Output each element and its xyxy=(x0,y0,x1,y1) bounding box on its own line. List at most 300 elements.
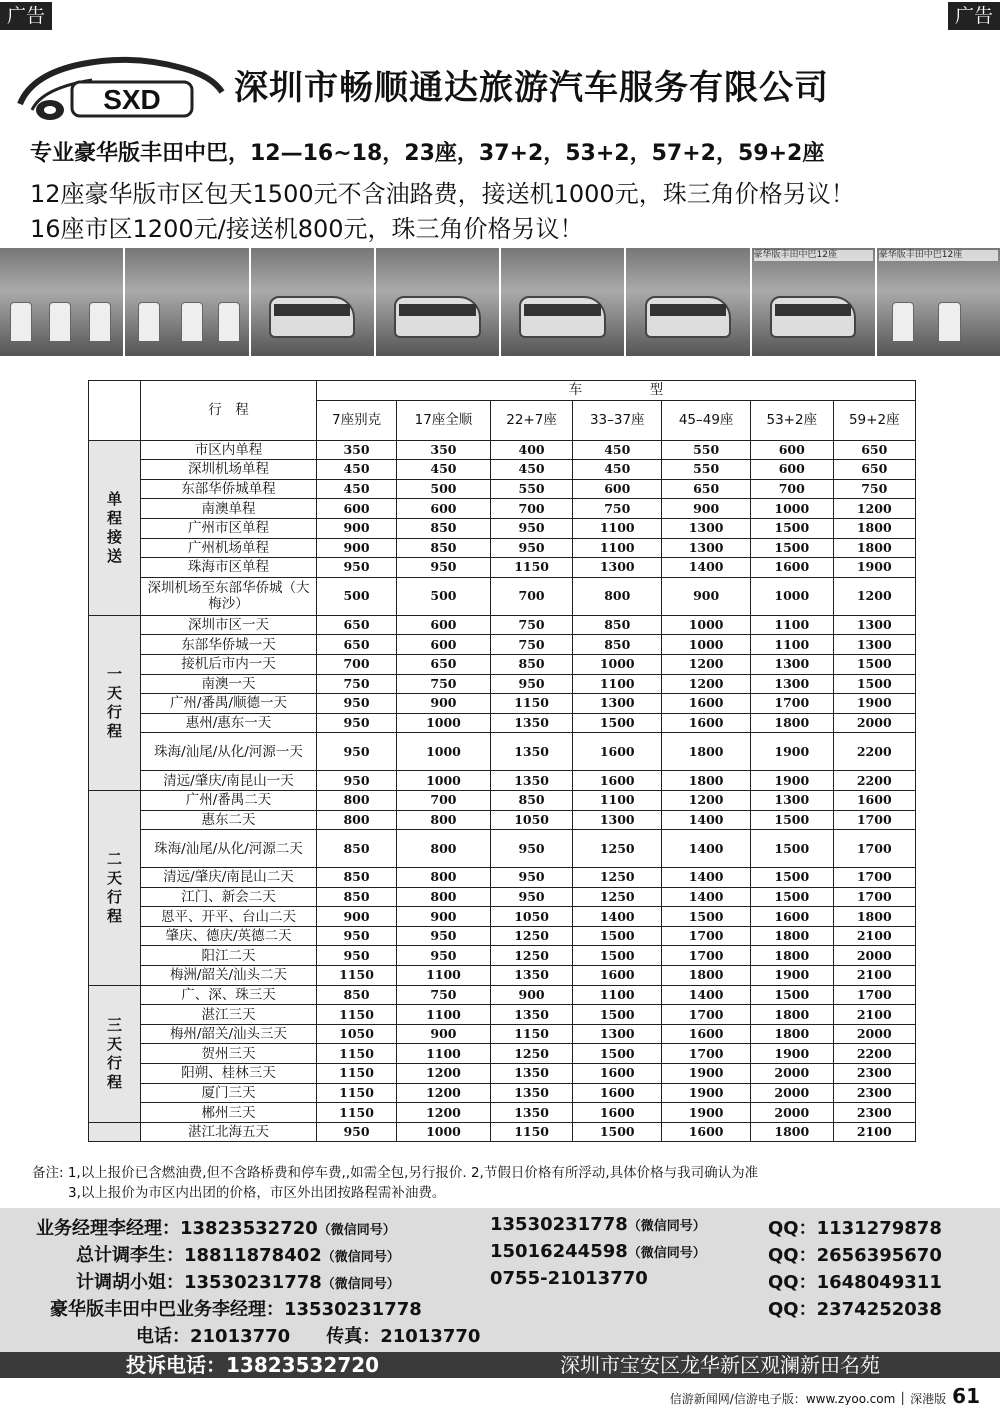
photo-interior xyxy=(0,248,123,356)
price-cell: 1150 xyxy=(317,966,397,986)
contact-panel xyxy=(0,1208,1000,1352)
price-cell: 950 xyxy=(490,830,572,868)
contact-qq: QQ：2374252038 xyxy=(768,1299,942,1320)
intro-fleet: 专业豪华版丰田中巴，12—16~18，23座，37+2，53+2，57+2，59+2座 xyxy=(30,141,825,166)
complaint-bar xyxy=(0,1352,1000,1378)
price-cell: 850 xyxy=(573,635,662,655)
route-name: 广州/番禺/顺德一天 xyxy=(141,694,317,714)
price-cell: 2300 xyxy=(833,1103,915,1123)
price-cell: 1300 xyxy=(751,790,833,810)
price-row xyxy=(89,1064,916,1084)
price-cell: 1500 xyxy=(751,538,833,558)
price-cell: 900 xyxy=(317,538,397,558)
route-name: 南澳单程 xyxy=(141,499,317,519)
price-row xyxy=(89,907,916,927)
price-cell: 700 xyxy=(490,499,572,519)
price-cell: 1500 xyxy=(751,810,833,830)
price-cell: 1800 xyxy=(662,771,751,791)
price-cell: 1150 xyxy=(317,1103,397,1123)
price-cell: 1400 xyxy=(662,887,751,907)
price-cell: 850 xyxy=(317,887,397,907)
price-cell: 600 xyxy=(317,499,397,519)
price-cell: 2100 xyxy=(833,1005,915,1025)
price-cell: 900 xyxy=(317,907,397,927)
photo-interior xyxy=(125,248,248,356)
price-cell: 450 xyxy=(397,460,491,480)
price-cell: 1500 xyxy=(662,907,751,927)
route-name: 珠海市区单程 xyxy=(141,558,317,578)
price-cell: 1900 xyxy=(662,1083,751,1103)
price-cell: 950 xyxy=(490,674,572,694)
price-cell: 950 xyxy=(397,926,491,946)
price-row xyxy=(89,635,916,655)
price-cell: 1700 xyxy=(662,946,751,966)
price-cell: 1800 xyxy=(833,538,915,558)
price-row xyxy=(89,1005,916,1025)
price-row xyxy=(89,1044,916,1064)
price-row xyxy=(89,887,916,907)
route-name: 惠东二天 xyxy=(141,810,317,830)
price-cell: 400 xyxy=(490,440,572,460)
photo-strip xyxy=(0,248,1000,358)
category-label: 一天行程 xyxy=(89,615,141,790)
price-cell: 1600 xyxy=(662,1024,751,1044)
price-cell: 750 xyxy=(397,674,491,694)
route-name: 梅州/韶关/汕头三天 xyxy=(141,1024,317,1044)
price-row xyxy=(89,868,916,888)
price-cell: 800 xyxy=(573,577,662,615)
route-name: 广州市区单程 xyxy=(141,518,317,538)
route-name: 厦门三天 xyxy=(141,1083,317,1103)
price-cell: 1300 xyxy=(833,635,915,655)
price-cell: 1400 xyxy=(662,830,751,868)
contact-dispatcher: 总计调李生：18811878402（微信同号） xyxy=(76,1245,400,1266)
price-cell: 2000 xyxy=(751,1064,833,1084)
price-cell: 1100 xyxy=(751,615,833,635)
price-cell: 750 xyxy=(397,985,491,1005)
intro-12-seat-price: 12座豪华版市区包天1500元不含油路费，接送机1000元，珠三角价格另议！ xyxy=(30,180,855,208)
price-row xyxy=(89,1083,916,1103)
price-cell: 1700 xyxy=(833,868,915,888)
price-cell: 1000 xyxy=(662,615,751,635)
vehicle-column-header: 33–37座 xyxy=(573,400,662,440)
price-cell: 1800 xyxy=(833,518,915,538)
price-cell: 1000 xyxy=(751,577,833,615)
price-cell: 1900 xyxy=(751,1044,833,1064)
price-cell: 1250 xyxy=(490,1044,572,1064)
price-row xyxy=(89,694,916,714)
price-cell: 950 xyxy=(397,558,491,578)
price-cell: 1000 xyxy=(397,713,491,733)
price-cell: 1700 xyxy=(751,694,833,714)
price-row xyxy=(89,615,916,635)
price-cell: 800 xyxy=(317,810,397,830)
price-cell: 1600 xyxy=(751,907,833,927)
price-cell: 950 xyxy=(317,694,397,714)
note-line: 备注: 1,以上报价已含燃油费,但不含路桥费和停车费,,如需全包,另行报价. 2,节假日价格有所浮动,具体价格与我司确认为准 xyxy=(32,1165,759,1181)
contact-manager-alt: 13530231778（微信同号） xyxy=(490,1214,706,1235)
price-cell: 800 xyxy=(397,887,491,907)
price-cell: 650 xyxy=(397,654,491,674)
route-name: 郴州三天 xyxy=(141,1103,317,1123)
price-cell: 950 xyxy=(317,926,397,946)
price-cell: 1600 xyxy=(751,558,833,578)
route-name: 广、深、珠三天 xyxy=(141,985,317,1005)
page-footer xyxy=(670,1384,980,1405)
price-cell: 850 xyxy=(573,615,662,635)
price-cell: 2000 xyxy=(751,1083,833,1103)
price-cell: 1500 xyxy=(573,1005,662,1025)
vehicle-column-header: 17座全顺 xyxy=(397,400,491,440)
contact-qq: QQ：1648049311 xyxy=(768,1272,942,1293)
price-cell: 850 xyxy=(397,538,491,558)
price-cell: 1500 xyxy=(573,946,662,966)
price-cell: 350 xyxy=(317,440,397,460)
price-cell: 900 xyxy=(397,1024,491,1044)
price-cell: 1300 xyxy=(662,518,751,538)
contact-manager: 业务经理李经理：13823532720（微信同号） xyxy=(36,1218,396,1239)
price-cell: 1100 xyxy=(397,966,491,986)
price-cell: 1350 xyxy=(490,713,572,733)
price-cell: 1250 xyxy=(490,926,572,946)
price-cell: 1400 xyxy=(662,868,751,888)
price-cell: 1200 xyxy=(833,577,915,615)
price-cell: 650 xyxy=(317,615,397,635)
price-cell: 800 xyxy=(397,868,491,888)
price-cell: 1400 xyxy=(662,810,751,830)
price-cell: 1800 xyxy=(662,733,751,771)
price-cell: 1100 xyxy=(573,790,662,810)
price-table xyxy=(88,380,916,1142)
contact-coordinator: 计调胡小姐：13530231778（微信同号） xyxy=(76,1272,400,1293)
price-cell: 650 xyxy=(833,460,915,480)
price-cell: 2100 xyxy=(833,926,915,946)
contact-toyota-manager: 豪华版丰田中巴业务李经理：13530231778 xyxy=(50,1299,422,1320)
price-cell: 1150 xyxy=(490,1122,572,1142)
price-cell: 1800 xyxy=(751,713,833,733)
price-cell: 1600 xyxy=(573,966,662,986)
price-cell: 1500 xyxy=(751,985,833,1005)
price-cell: 1250 xyxy=(573,868,662,888)
price-cell: 1350 xyxy=(490,771,572,791)
price-cell: 600 xyxy=(573,479,662,499)
price-cell: 1800 xyxy=(751,946,833,966)
price-row xyxy=(89,538,916,558)
photo-bus xyxy=(501,248,624,356)
route-header: 行 程 xyxy=(141,381,317,441)
price-cell: 850 xyxy=(490,790,572,810)
price-cell: 1100 xyxy=(397,1044,491,1064)
price-cell: 1000 xyxy=(662,635,751,655)
price-cell: 1500 xyxy=(573,1122,662,1142)
price-cell: 900 xyxy=(397,694,491,714)
price-cell: 500 xyxy=(317,577,397,615)
price-cell: 1000 xyxy=(573,654,662,674)
price-cell: 550 xyxy=(662,460,751,480)
photo-caption: 豪华版丰田中巴12座 xyxy=(879,250,998,261)
price-cell: 1800 xyxy=(751,926,833,946)
price-cell: 1300 xyxy=(573,1024,662,1044)
category-label: 单程接送 xyxy=(89,440,141,615)
price-cell: 1900 xyxy=(833,694,915,714)
price-cell: 850 xyxy=(317,830,397,868)
vehicle-column-header: 59+2座 xyxy=(833,400,915,440)
price-cell: 850 xyxy=(397,518,491,538)
route-name: 南澳一天 xyxy=(141,674,317,694)
price-cell: 2100 xyxy=(833,1122,915,1142)
price-cell: 700 xyxy=(490,577,572,615)
price-cell: 450 xyxy=(573,460,662,480)
vehicle-type-header: 车 型 xyxy=(317,381,916,401)
price-row xyxy=(89,926,916,946)
price-cell: 750 xyxy=(490,615,572,635)
contact-qq: QQ：2656395670 xyxy=(768,1245,942,1266)
price-cell: 1300 xyxy=(573,694,662,714)
price-cell: 2000 xyxy=(751,1103,833,1123)
price-cell: 550 xyxy=(662,440,751,460)
price-cell: 1500 xyxy=(751,887,833,907)
route-name: 阳江二天 xyxy=(141,946,317,966)
price-cell: 900 xyxy=(662,577,751,615)
category-label xyxy=(89,1122,141,1142)
price-cell: 1100 xyxy=(397,1005,491,1025)
price-cell: 1800 xyxy=(751,1005,833,1025)
route-name: 深圳市区一天 xyxy=(141,615,317,635)
header xyxy=(12,48,988,128)
price-cell: 700 xyxy=(317,654,397,674)
vehicle-column-header: 45–49座 xyxy=(662,400,751,440)
price-cell: 1500 xyxy=(573,926,662,946)
price-cell: 600 xyxy=(397,635,491,655)
photo-bus xyxy=(251,248,374,356)
price-cell: 1200 xyxy=(833,499,915,519)
price-cell: 1250 xyxy=(490,946,572,966)
price-cell: 1400 xyxy=(662,985,751,1005)
price-cell: 1600 xyxy=(662,713,751,733)
price-cell: 450 xyxy=(573,440,662,460)
price-cell: 1900 xyxy=(751,771,833,791)
notes xyxy=(32,1163,758,1203)
price-cell: 600 xyxy=(751,460,833,480)
price-cell: 1800 xyxy=(662,966,751,986)
price-cell: 1350 xyxy=(490,966,572,986)
price-row xyxy=(89,1122,916,1142)
price-cell: 950 xyxy=(317,1122,397,1142)
price-cell: 1900 xyxy=(751,966,833,986)
route-name: 市区内单程 xyxy=(141,440,317,460)
price-cell: 1700 xyxy=(833,810,915,830)
price-cell: 750 xyxy=(317,674,397,694)
price-cell: 500 xyxy=(397,577,491,615)
price-cell: 2000 xyxy=(833,946,915,966)
price-cell: 750 xyxy=(490,635,572,655)
price-row xyxy=(89,1024,916,1044)
footer-site: 信游新闻网/信游电子版：www.zyoo.com │ 深港版 xyxy=(669,1392,947,1405)
price-cell: 800 xyxy=(397,830,491,868)
route-name: 清远/肇庆/南昆山二天 xyxy=(141,868,317,888)
price-cell: 550 xyxy=(490,479,572,499)
price-cell: 750 xyxy=(833,479,915,499)
route-name: 深圳机场至东部华侨城（大梅沙） xyxy=(141,577,317,615)
route-name: 江门、新会二天 xyxy=(141,887,317,907)
price-cell: 1100 xyxy=(573,518,662,538)
price-row xyxy=(89,790,916,810)
price-cell: 900 xyxy=(317,518,397,538)
price-cell: 450 xyxy=(317,460,397,480)
price-cell: 1200 xyxy=(397,1064,491,1084)
price-cell: 2100 xyxy=(833,966,915,986)
route-name: 东部华侨城单程 xyxy=(141,479,317,499)
price-cell: 1500 xyxy=(751,868,833,888)
price-cell: 1700 xyxy=(833,830,915,868)
price-cell: 1700 xyxy=(833,887,915,907)
category-label: 二天行程 xyxy=(89,790,141,985)
route-name: 肇庆、德庆/英德二天 xyxy=(141,926,317,946)
price-cell: 800 xyxy=(397,810,491,830)
price-cell: 1150 xyxy=(317,1083,397,1103)
price-cell: 1300 xyxy=(573,558,662,578)
price-cell: 700 xyxy=(397,790,491,810)
price-cell: 600 xyxy=(397,615,491,635)
price-cell: 1350 xyxy=(490,733,572,771)
price-row xyxy=(89,674,916,694)
price-cell: 950 xyxy=(490,538,572,558)
price-cell: 1250 xyxy=(573,887,662,907)
price-cell: 950 xyxy=(490,868,572,888)
price-cell: 1050 xyxy=(490,810,572,830)
price-cell: 1000 xyxy=(751,499,833,519)
price-cell: 2300 xyxy=(833,1064,915,1084)
price-cell: 1200 xyxy=(397,1083,491,1103)
company-name: 深圳市畅顺通达旅游汽车服务有限公司 xyxy=(234,68,829,108)
route-name: 恩平、开平、台山二天 xyxy=(141,907,317,927)
price-cell: 950 xyxy=(317,946,397,966)
price-cell: 1150 xyxy=(490,558,572,578)
price-cell: 650 xyxy=(833,440,915,460)
price-cell: 1900 xyxy=(751,733,833,771)
price-cell: 350 xyxy=(397,440,491,460)
price-row xyxy=(89,558,916,578)
price-row xyxy=(89,810,916,830)
price-row xyxy=(89,440,916,460)
price-cell: 1900 xyxy=(662,1064,751,1084)
route-name: 东部华侨城一天 xyxy=(141,635,317,655)
price-row xyxy=(89,518,916,538)
price-cell: 1150 xyxy=(317,1005,397,1025)
price-row xyxy=(89,830,916,868)
price-row xyxy=(89,499,916,519)
price-cell: 1200 xyxy=(662,654,751,674)
price-cell: 1100 xyxy=(573,538,662,558)
route-name: 贺州三天 xyxy=(141,1044,317,1064)
price-cell: 1150 xyxy=(317,1044,397,1064)
price-row xyxy=(89,479,916,499)
route-name: 广州机场单程 xyxy=(141,538,317,558)
vehicle-column-header: 22+7座 xyxy=(490,400,572,440)
route-name: 湛江三天 xyxy=(141,1005,317,1025)
price-cell: 1350 xyxy=(490,1083,572,1103)
ad-tag-left: 广告 xyxy=(0,2,52,30)
price-cell: 1400 xyxy=(573,907,662,927)
contact-dispatcher-alt: 15016244598（微信同号） xyxy=(490,1241,706,1262)
price-row xyxy=(89,577,916,615)
logo-text: SXD xyxy=(103,84,161,115)
price-row xyxy=(89,713,916,733)
company-address: 深圳市宝安区龙华新区观澜新田名苑 xyxy=(560,1353,880,1377)
price-row xyxy=(89,771,916,791)
price-cell: 1700 xyxy=(662,1005,751,1025)
intro-16-seat-price: 16座市区1200元/接送机800元，珠三角价格另议！ xyxy=(30,215,584,243)
price-cell: 750 xyxy=(573,499,662,519)
price-row xyxy=(89,946,916,966)
price-cell: 450 xyxy=(317,479,397,499)
price-cell: 1600 xyxy=(573,771,662,791)
vehicle-column-header: 53+2座 xyxy=(751,400,833,440)
price-cell: 1900 xyxy=(662,1103,751,1123)
price-row xyxy=(89,654,916,674)
price-cell: 1000 xyxy=(397,1122,491,1142)
price-cell: 2000 xyxy=(833,713,915,733)
price-cell: 1500 xyxy=(833,674,915,694)
price-cell: 1150 xyxy=(317,1064,397,1084)
price-cell: 1900 xyxy=(833,558,915,578)
photo-bus xyxy=(752,248,875,356)
price-cell: 950 xyxy=(317,771,397,791)
price-row xyxy=(89,460,916,480)
price-cell: 600 xyxy=(397,499,491,519)
price-row xyxy=(89,1103,916,1123)
price-cell: 600 xyxy=(751,440,833,460)
price-cell: 1600 xyxy=(662,694,751,714)
price-cell: 1300 xyxy=(573,810,662,830)
price-cell: 1300 xyxy=(662,538,751,558)
price-cell: 2200 xyxy=(833,771,915,791)
price-cell: 650 xyxy=(662,479,751,499)
price-cell: 1300 xyxy=(833,615,915,635)
price-cell: 1350 xyxy=(490,1103,572,1123)
price-cell: 950 xyxy=(397,946,491,966)
price-row xyxy=(89,966,916,986)
note-line: 3,以上报价为市区内出团的价格，市区外出团按路程需补油费。 xyxy=(68,1185,446,1201)
price-cell: 850 xyxy=(317,985,397,1005)
price-cell: 1250 xyxy=(573,830,662,868)
photo-interior xyxy=(877,248,1000,356)
price-cell: 1800 xyxy=(833,907,915,927)
price-cell: 1700 xyxy=(662,926,751,946)
price-row xyxy=(89,733,916,771)
price-cell: 450 xyxy=(490,460,572,480)
price-cell: 1700 xyxy=(662,1044,751,1064)
price-cell: 1600 xyxy=(833,790,915,810)
photo-caption: 豪华版丰田中巴12座 xyxy=(754,250,873,261)
contact-landline: 0755-21013770 xyxy=(490,1268,648,1289)
price-cell: 1050 xyxy=(490,907,572,927)
price-cell: 1600 xyxy=(662,1122,751,1142)
price-cell: 950 xyxy=(317,713,397,733)
price-cell: 1100 xyxy=(751,635,833,655)
complaint-phone: 投诉电话：13823532720 xyxy=(126,1353,380,1377)
price-cell: 1100 xyxy=(573,985,662,1005)
price-cell: 1200 xyxy=(397,1103,491,1123)
page-number: 61 xyxy=(952,1384,980,1405)
price-cell: 1500 xyxy=(573,713,662,733)
route-name: 惠州/惠东一天 xyxy=(141,713,317,733)
price-cell: 1050 xyxy=(317,1024,397,1044)
price-cell: 850 xyxy=(490,654,572,674)
price-cell: 1000 xyxy=(397,771,491,791)
category-header xyxy=(89,381,141,441)
contact-phone-fax: 电话：21013770 传真：21013770 xyxy=(136,1326,481,1347)
